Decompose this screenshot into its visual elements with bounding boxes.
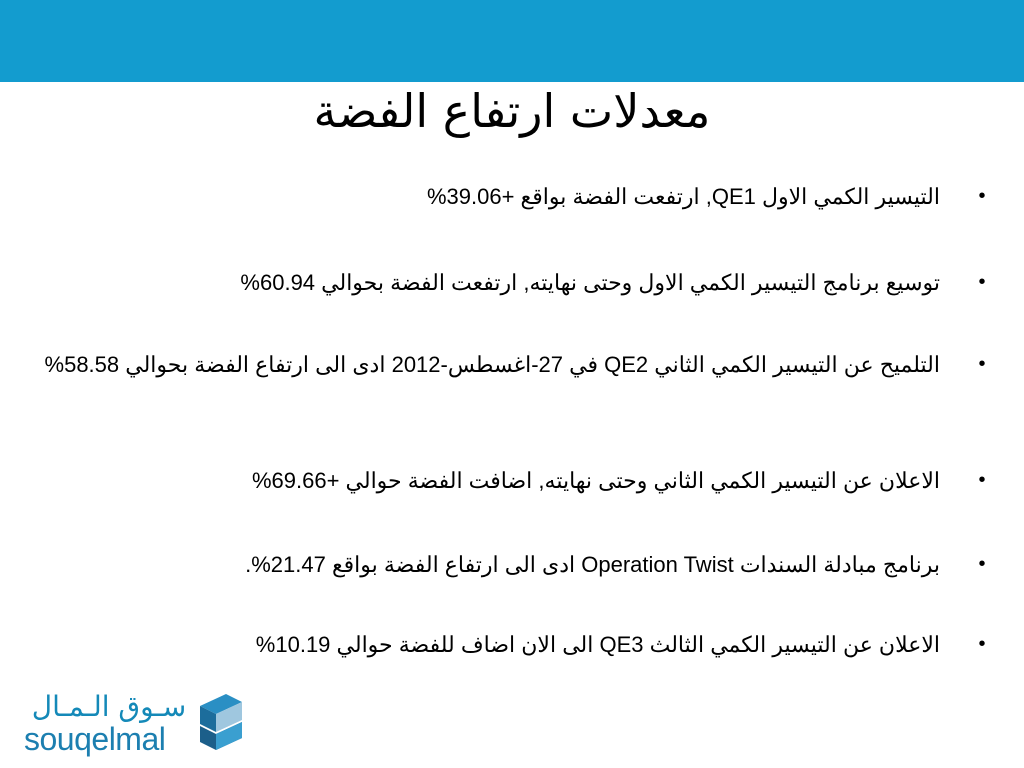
bullet-dot: • [978, 185, 986, 207]
bullet-text: برنامج مبادلة السندات Operation Twist ادى الى ارتفاع الفضة بواقع 21.47%. [245, 552, 940, 577]
bullet-text: الاعلان عن التيسير الكمي الثاني وحتى نهايته, اضافت الفضة حوالي +69.66% [251, 468, 940, 493]
bullet-item [34, 548, 1024, 581]
bullet-item [34, 180, 1024, 213]
souqelmal-logo [24, 690, 254, 760]
bullet-text: التلميح عن التيسير الكمي الثاني QE2 في 27-اغسطس-2012 ادى الى ارتفاع الفضة بحوالي 58.58% [44, 352, 940, 377]
cube-logo-icon [196, 692, 246, 752]
bullet-dot: • [978, 271, 986, 293]
bullet-dot: • [978, 553, 986, 575]
bullet-dot: • [978, 633, 986, 655]
bullet-item [34, 628, 1024, 661]
bullet-dot: • [978, 353, 986, 375]
bullet-text: توسيع برنامج التيسير الكمي الاول وحتى نهايته, ارتفعت الفضة بحوالي 60.94% [240, 270, 940, 295]
slide-title: معدلات ارتفاع الفضة [313, 84, 711, 138]
bullet-text: التيسير الكمي الاول QE1, ارتفعت الفضة بواقع +39.06% [426, 184, 940, 209]
logo-arabic-text: سـوق الـمـال [31, 690, 187, 723]
bullet-item [34, 266, 1024, 299]
bullet-item [34, 348, 1024, 381]
bullet-text: الاعلان عن التيسير الكمي الثالث QE3 الى الان اضاف للفضة حوالي 10.19% [255, 632, 940, 657]
logo-latin-text: souqelmal [24, 721, 166, 757]
bullet-item [34, 464, 1024, 497]
bullet-dot: • [978, 469, 986, 491]
